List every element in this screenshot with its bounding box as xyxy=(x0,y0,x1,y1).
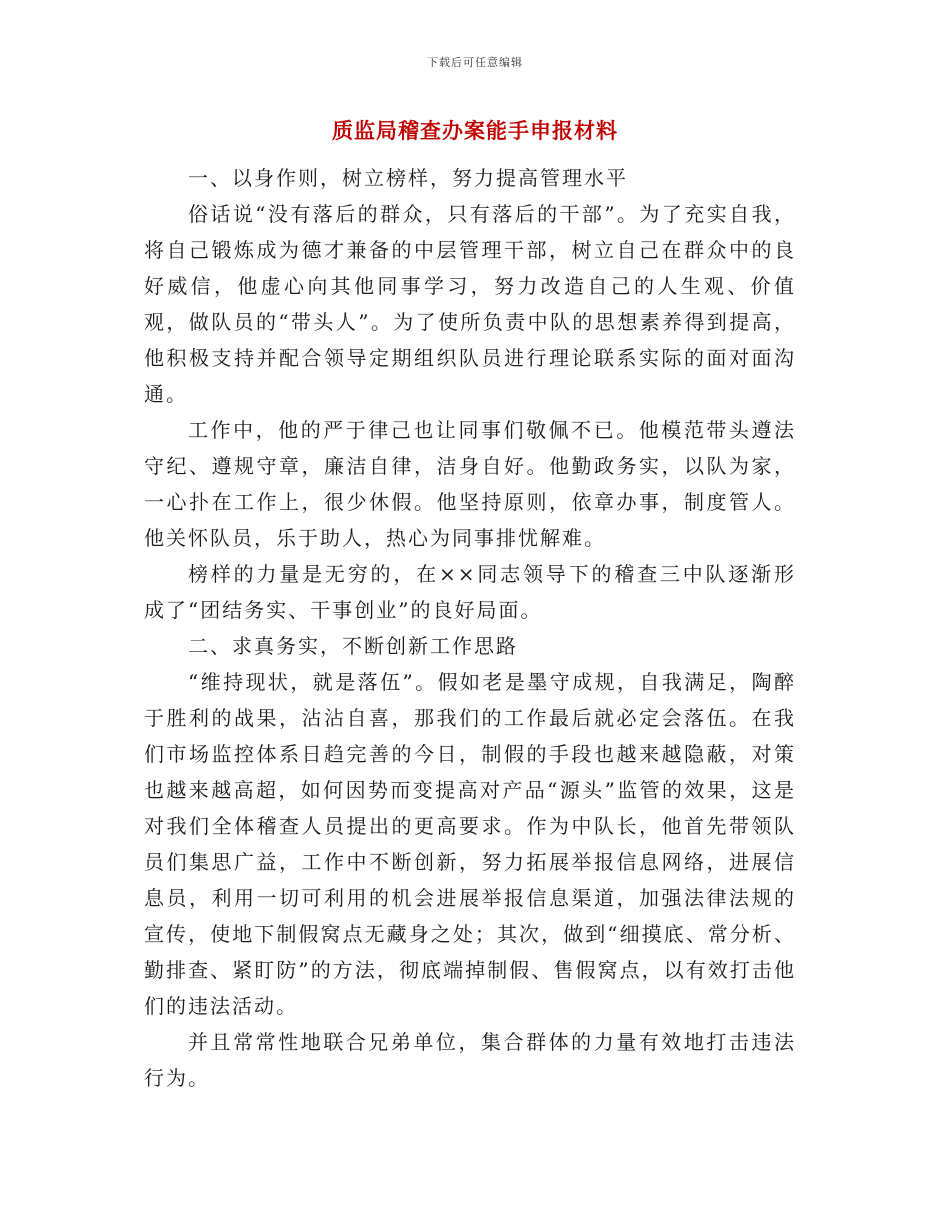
body-paragraph: “维持现状，就是落伍”。假如老是墨守成规，自我满足，陶醉于胜利的战果，沾沾自喜，那我们的工作最后就必定会落伍。在我们市场监控体系日趋完善的今日，制假的手段也越来越隐蔽，对策也越来越高超，如何因势而变提高对产品“源头”监管的效果，这是对我们全体稽查人员提出的更高要求。作为中队长，他首先带领队员们集思广益，工作中不断创新，努力拓展举报信息网络，进展信息员，利用一切可利用的机会进展举报信息渠道，加强法律法规的宣传，使地下制假窝点无藏身之处；其次，做到“细摸底、常分析、勤排查、紧盯防”的方法，彻底端掉制假、售假窝点，以有效打击他们的违法活动。 xyxy=(144,670,796,1018)
body-paragraph: 榜样的力量是无穷的，在××同志领导下的稽查三中队逐渐形成了“团结务实、干事创业”的良好局面。 xyxy=(144,562,796,622)
header-note: 下载后可任意编辑 xyxy=(427,56,523,69)
body-paragraph: 并且常常性地联合兄弟单位，集合群体的力量有效地打击违法行为。 xyxy=(144,1030,796,1090)
body-paragraph: 工作中，他的严于律己也让同事们敬佩不已。他模范带头遵法守纪、遵规守章，廉洁自律，洁身自好。他勤政务实，以队为家，一心扑在工作上，很少休假。他坚持原则，依章办事，制度管人。他关怀队员，乐于助人，热心为同事排忧解难。 xyxy=(144,418,796,550)
section-heading-1: 一、以身作则，树立榜样，努力提高管理水平 xyxy=(188,166,628,190)
document-title: 质监局稽查办案能手申报材料 xyxy=(332,118,618,143)
document-body xyxy=(144,160,796,1096)
section-heading-2: 二、求真务实，不断创新工作思路 xyxy=(188,634,518,658)
body-paragraph: 俗话说“没有落后的群众，只有落后的干部”。为了充实自我，将自己锻炼成为德才兼备的中层管理干部，树立自己在群众中的良好威信，他虚心向其他同事学习，努力改造自己的人生观、价值观，做队员的“带头人”。为了使所负责中队的思想素养得到提高，他积极支持并配合领导定期组织队员进行理论联系实际的面对面沟通。 xyxy=(144,202,796,406)
